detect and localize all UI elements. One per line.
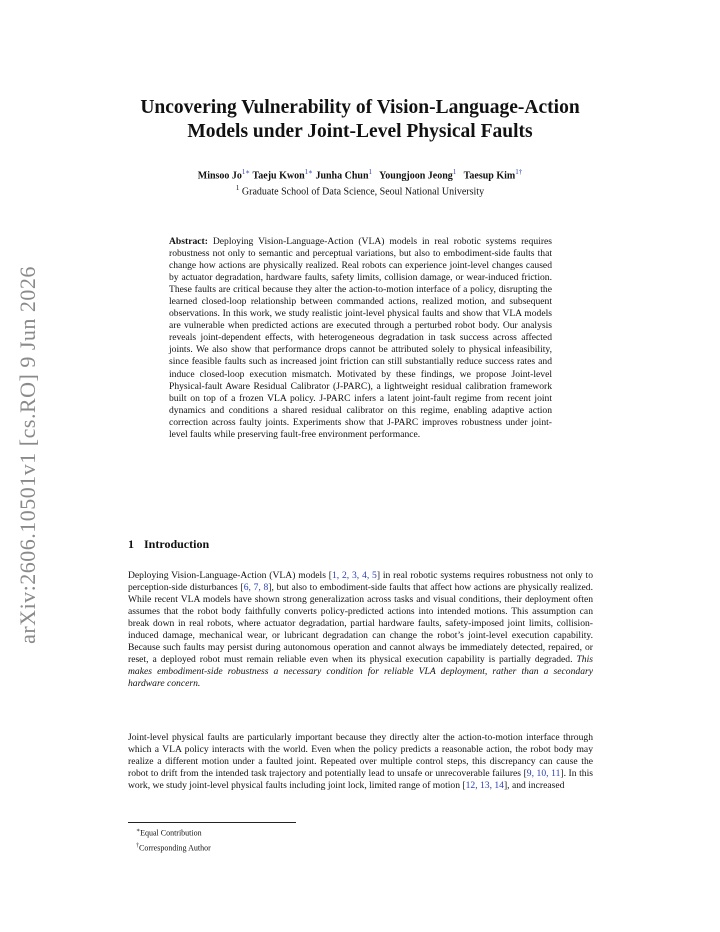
section-title: Introduction: [144, 537, 210, 551]
affiliation-text: Graduate School of Data Science, Seoul National University: [241, 186, 485, 198]
abstract-text: Deploying Vision-Language-Action (VLA) models in real robotic systems requires robustness not only to semantic and perceptual variations, but also to embodiment-side faults that change how actions are physically realized. Real robots can experience joint-level changes caused by actuator degradation, hardware faults, safety limits, collision damage, or wear-induced friction. These faults are critical because they alter the action-to-motion interface of a policy, disrupting the learned closed-loop relationship between commanded actions, realized motion, and subsequent observations. In this work, we study realistic joint-level physical faults and show that VLA models are vulnerable when predicted actions are executed through a perturbed robot body. Our analysis reveals joint-dependent effects, with heterogeneous degradation in task success across affected joints. We also show that performance drops cannot be attributed solely to physical infeasibility, since feasible faults such as increased joint friction can still substantially reduce success rates and induce closed-loop execution mismatch. Motivated by these findings, we propose Joint-level Physical-fault Aware Residual Calibrator (J-PARC), a lightweight residual calibration framework built on top of a frozen VLA policy. J-PARC infers a latent joint-fault regime from recent joint dynamics and conditions a shared residual calibrator on this regime, enabling adaptive action correction across faulty joints. Experiments show that J-PARC improves robustness under joint-level faults while preserving fault-free environment performance.: [169, 236, 553, 440]
author-mark: 1: [368, 168, 373, 176]
emphasized-text: This makes embodiment-side robustness a necessary condition for reliable VLA deployment, rather than a secondary hardware concern.: [128, 654, 593, 690]
footnote-mark: †: [136, 842, 139, 849]
author-name: Minsoo Jo: [197, 170, 242, 182]
arxiv-identifier: [8, 265, 48, 645]
author-name: Junha Chun: [315, 170, 369, 182]
author-list: [120, 166, 600, 182]
section-heading: [128, 537, 209, 552]
arxiv-identifier-text: arXiv:2606.10501v1 [cs.RO] 9 Jun 2026: [15, 266, 40, 644]
footnote-text: Equal Contribution: [140, 828, 202, 838]
paragraph-text: ], but also to embodiment-side faults that affect how actions are physically realized. While recent VLA models have shown strong generalization across tasks and visual conditions, their deployment often assumes that the robot body faithfully converts policy-predicted actions into intended motions. This assumption can break down in real robots, where actuator degradation, partial hardware faults, safety-imposed joint limits, collision-induced damage, mechanical wear, or lubricant degradation can change the robot’s joint-level execution capability. Because such faults may persist during autonomous operation and cannot always be immediately detected, repaired, or reset, a deployed robot must remain reliable even when its physical execution capability is partially degraded.: [128, 582, 593, 666]
citation-link[interactable]: 6, 7, 8: [243, 582, 269, 594]
footnote: [136, 825, 211, 840]
intro-paragraph-2: [128, 732, 593, 792]
author-mark: 1: [452, 168, 457, 176]
paragraph-text: ] in real robotic systems requires robustness not only to perception-side disturbances [: [128, 570, 593, 594]
abstract: [169, 236, 552, 441]
citation-link[interactable]: 12, 13, 14: [465, 780, 504, 792]
footnote-text: Corresponding Author: [139, 843, 211, 853]
paragraph-text: ]. In this work, we study joint-level physical faults including joint lock, limited range of motion [: [128, 768, 593, 792]
author-mark: 1†: [515, 168, 523, 176]
author-mark: 1∗: [241, 168, 251, 176]
intro-paragraph-1: [128, 570, 593, 690]
footnote-mark: ∗: [136, 828, 141, 834]
affiliation-mark: 1: [235, 184, 240, 193]
paper-title: Uncovering Vulnerability of Vision-Language-Action Models under Joint-Level Physical Faults: [140, 97, 580, 142]
affiliation: [120, 182, 600, 198]
section-number: 1: [128, 537, 134, 551]
author-name: Youngjoon Jeong: [379, 170, 453, 182]
author-name: Taeju Kwon: [252, 170, 305, 182]
citation-link[interactable]: 9, 10, 11: [526, 768, 561, 780]
author-name: Taesup Kim: [463, 170, 516, 182]
citation-link[interactable]: 1, 2, 3, 4, 5: [331, 570, 377, 581]
paragraph-text: ], and increased: [503, 780, 565, 792]
footnote-divider: [128, 822, 296, 823]
footnotes: [136, 825, 211, 854]
footnote: [136, 840, 211, 855]
author-block: [120, 166, 600, 199]
abstract-label: Abstract:: [169, 236, 208, 247]
paragraph-text: Joint-level physical faults are particularly important because they directly alter the action-to-motion interface through which a VLA policy interacts with the world. Even when the policy predicts a reasonable action, the robot body may realize a different motion under a faulted joint. Repeated over multiple control steps, this discrepancy can cause the robot to drift from the intended task trajectory and potentially lead to unsafe or unrecoverable failures [: [128, 732, 593, 780]
paragraph-text: Deploying Vision-Language-Action (VLA) models [: [128, 570, 332, 581]
author-mark: 1∗: [304, 168, 313, 176]
